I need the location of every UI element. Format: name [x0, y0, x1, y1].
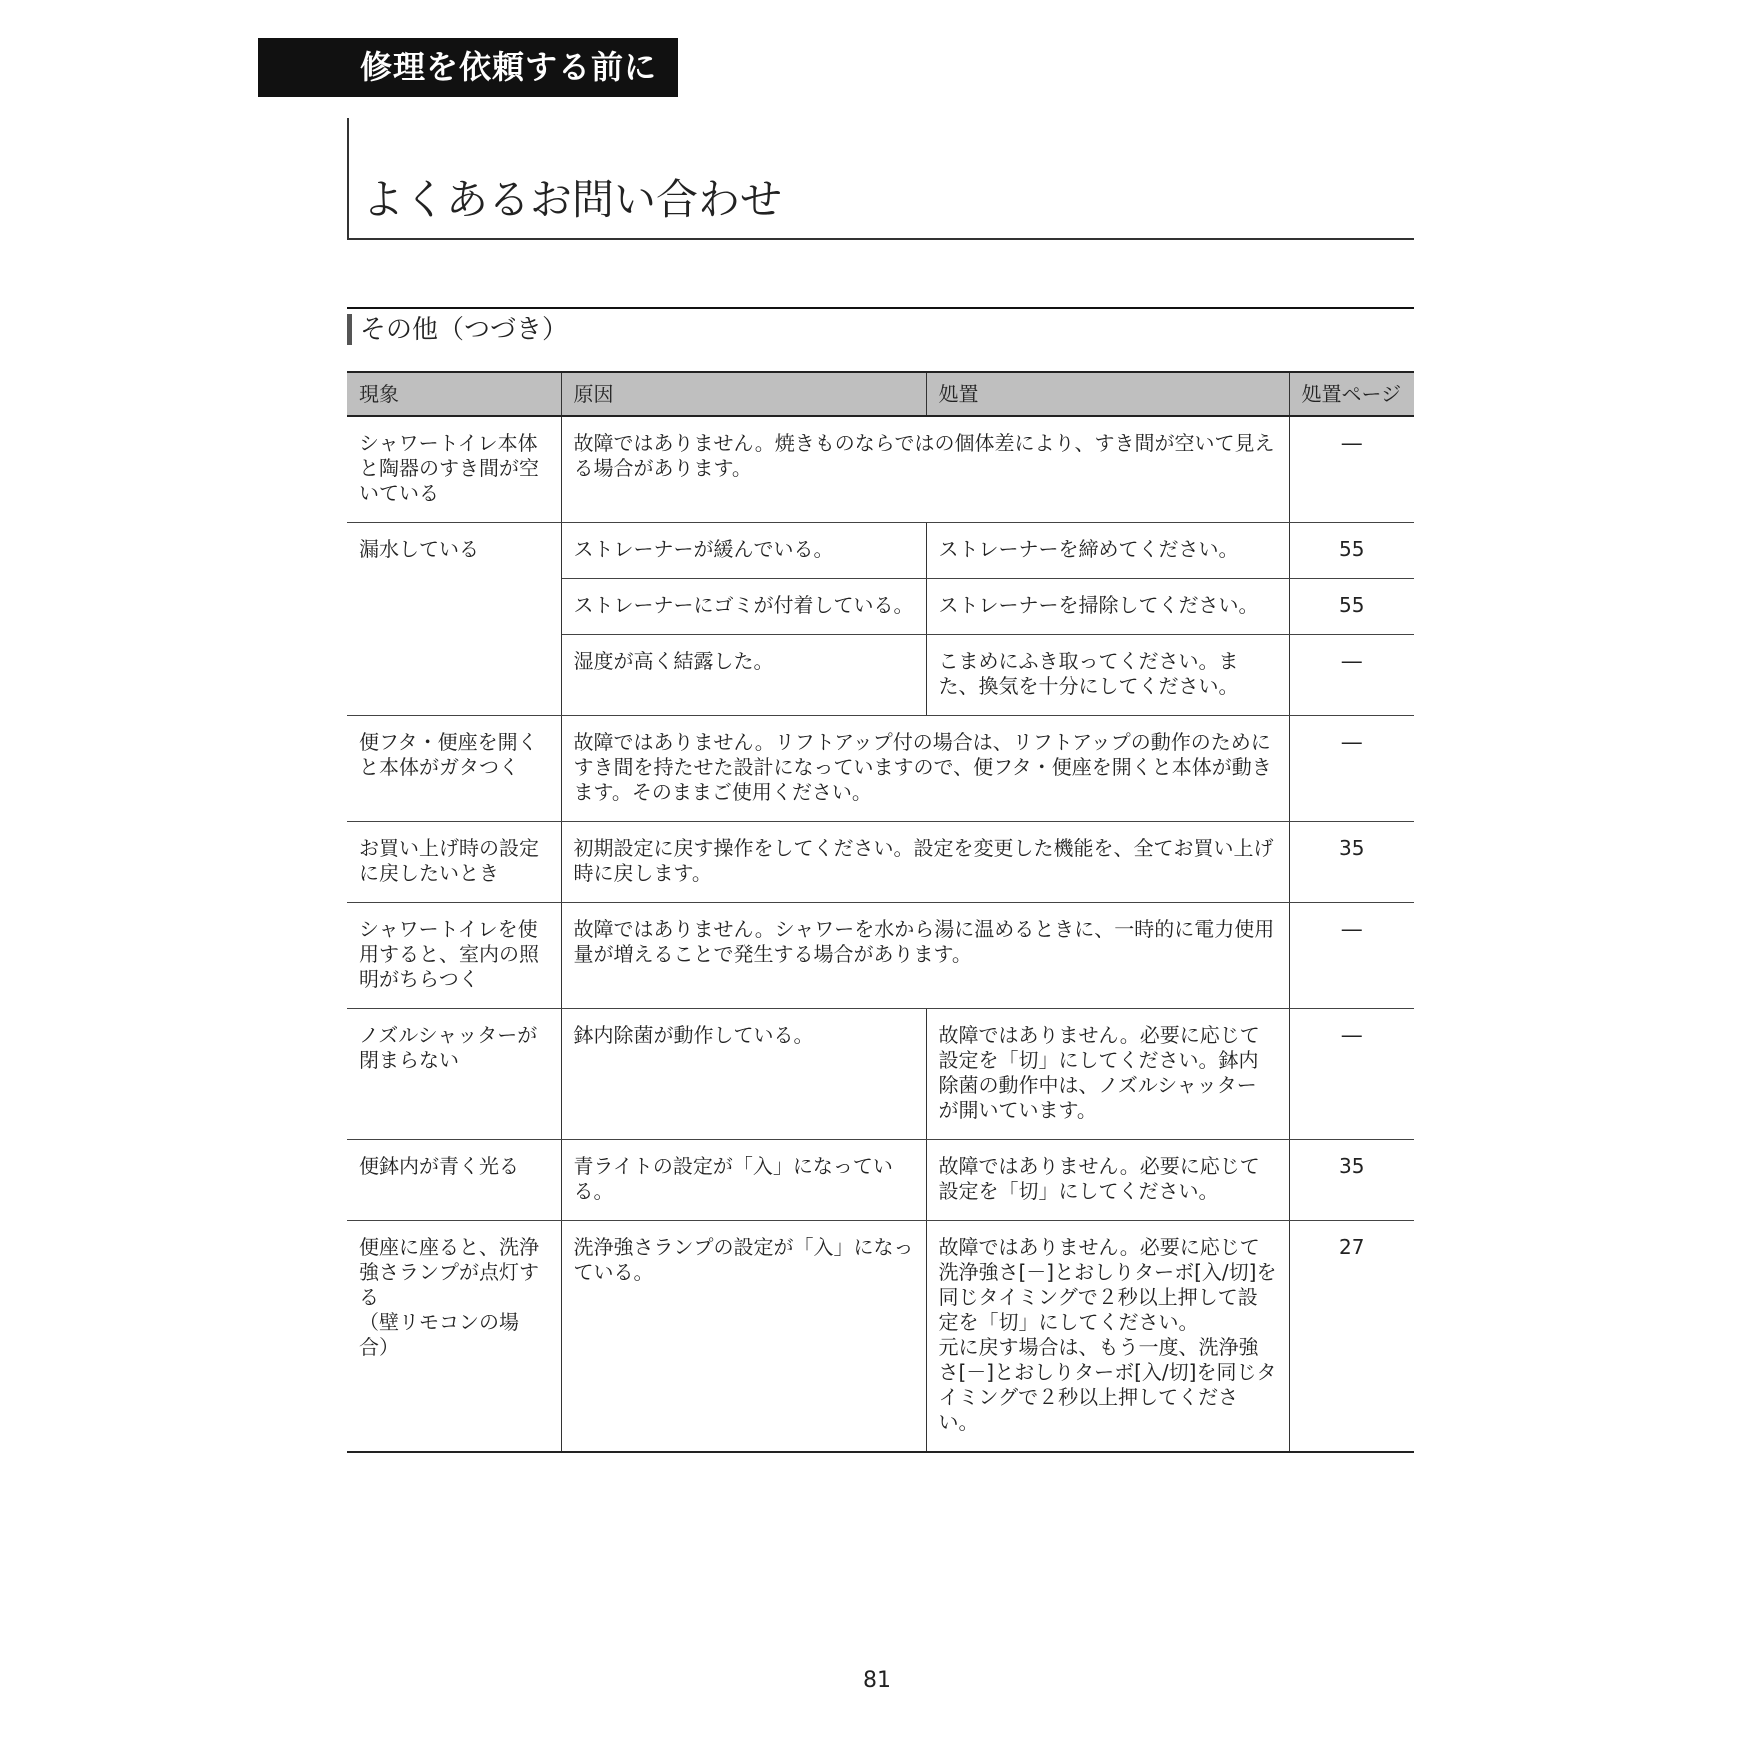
cause-action-cell: 初期設定に戻す操作をしてください。設定を変更した機能を、全てお買い上げ時に戻します。	[561, 822, 1289, 903]
table-row	[347, 1009, 1414, 1140]
section-title: よくあるお問い合わせ	[362, 175, 783, 224]
page-cell: 27	[1289, 1221, 1414, 1453]
phenomenon-note: （壁リモコンの場合）	[359, 1310, 519, 1359]
chapter-banner: 修理を依頼する前に	[258, 38, 678, 97]
page-cell: ―	[1289, 1009, 1414, 1140]
subsection-title: その他（つづき）	[360, 315, 569, 345]
page-number: 81	[863, 1668, 891, 1693]
cause-cell: 湿度が高く結露した。	[561, 635, 926, 716]
cause-action-cell: 故障ではありません。焼きものならではの個体差により、すき間が空いて見える場合があります。	[561, 416, 1289, 523]
section-rule-vertical	[347, 118, 349, 240]
faq-table	[347, 371, 1414, 1453]
phenomenon-cell: 便フタ・便座を開くと本体がガタつく	[347, 716, 561, 822]
phenomenon-cell: シャワートイレを使用すると、室内の照明がちらつく	[347, 903, 561, 1009]
table-row	[347, 1140, 1414, 1221]
page-cell: 55	[1289, 579, 1414, 635]
page-cell: 35	[1289, 822, 1414, 903]
cause-cell: 鉢内除菌が動作している。	[561, 1009, 926, 1140]
phenomenon-cell: シャワートイレ本体と陶器のすき間が空いている	[347, 416, 561, 523]
table-row	[347, 416, 1414, 523]
phenomenon-cell: お買い上げ時の設定に戻したいとき	[347, 822, 561, 903]
action-cell	[926, 1221, 1289, 1453]
action-cell: ストレーナーを締めてください。	[926, 523, 1289, 579]
table-row	[347, 822, 1414, 903]
action-cell: ストレーナーを掃除してください。	[926, 579, 1289, 635]
section-rule-horizontal	[347, 238, 1414, 240]
page-cell: 35	[1289, 1140, 1414, 1221]
cause-cell: 洗浄強さランプの設定が「入」になっている。	[561, 1221, 926, 1453]
action-cell: 故障ではありません。必要に応じて設定を「切」にしてください。	[926, 1140, 1289, 1221]
phenomenon-cell: 漏水している	[347, 523, 561, 716]
subsection-rule	[347, 307, 1414, 309]
cause-cell: ストレーナーが緩んでいる。	[561, 523, 926, 579]
table-row	[347, 903, 1414, 1009]
col-header-action: 処置	[926, 372, 1289, 416]
table-header-row	[347, 372, 1414, 416]
subsection-marker	[347, 314, 352, 345]
col-header-phenomenon: 現象	[347, 372, 561, 416]
page-cell: ―	[1289, 903, 1414, 1009]
cause-cell: 青ライトの設定が「入」になっている。	[561, 1140, 926, 1221]
page-cell: ―	[1289, 635, 1414, 716]
col-header-cause: 原因	[561, 372, 926, 416]
action-text: 故障ではありません。必要に応じて洗浄強さ[－]とおしりターボ[入/切]を同じタイミングで２秒以上押して設定を「切」にしてください。	[938, 1235, 1277, 1334]
cause-action-cell: 故障ではありません。シャワーを水から湯に温めるときに、一時的に電力使用量が増えることで発生する場合があります。	[561, 903, 1289, 1009]
cause-cell: ストレーナーにゴミが付着している。	[561, 579, 926, 635]
page-cell: 55	[1289, 523, 1414, 579]
phenomenon-cell: ノズルシャッターが閉まらない	[347, 1009, 561, 1140]
phenomenon-text: 便座に座ると、洗浄強さランプが点灯する	[359, 1235, 539, 1309]
phenomenon-cell	[347, 1221, 561, 1453]
action-cell: こまめにふき取ってください。また、換気を十分にしてください。	[926, 635, 1289, 716]
phenomenon-cell: 便鉢内が青く光る	[347, 1140, 561, 1221]
page-cell: ―	[1289, 416, 1414, 523]
action-cell: 故障ではありません。必要に応じて設定を「切」にしてください。鉢内除菌の動作中は、ノズルシャッターが開いています。	[926, 1009, 1289, 1140]
action-extra-text: 元に戻す場合は、もう一度、洗浄強さ[－]とおしりターボ[入/切]を同じタイミングで２秒以上押してください。	[938, 1335, 1277, 1434]
col-header-page: 処置ページ	[1289, 372, 1414, 416]
page-cell: ―	[1289, 716, 1414, 822]
table-row	[347, 1221, 1414, 1453]
cause-action-cell: 故障ではありません。リフトアップ付の場合は、リフトアップの動作のためにすき間を持たせた設計になっていますので、便フタ・便座を開くと本体が動きます。そのままご使用ください。	[561, 716, 1289, 822]
table-row	[347, 523, 1414, 579]
table-row	[347, 716, 1414, 822]
